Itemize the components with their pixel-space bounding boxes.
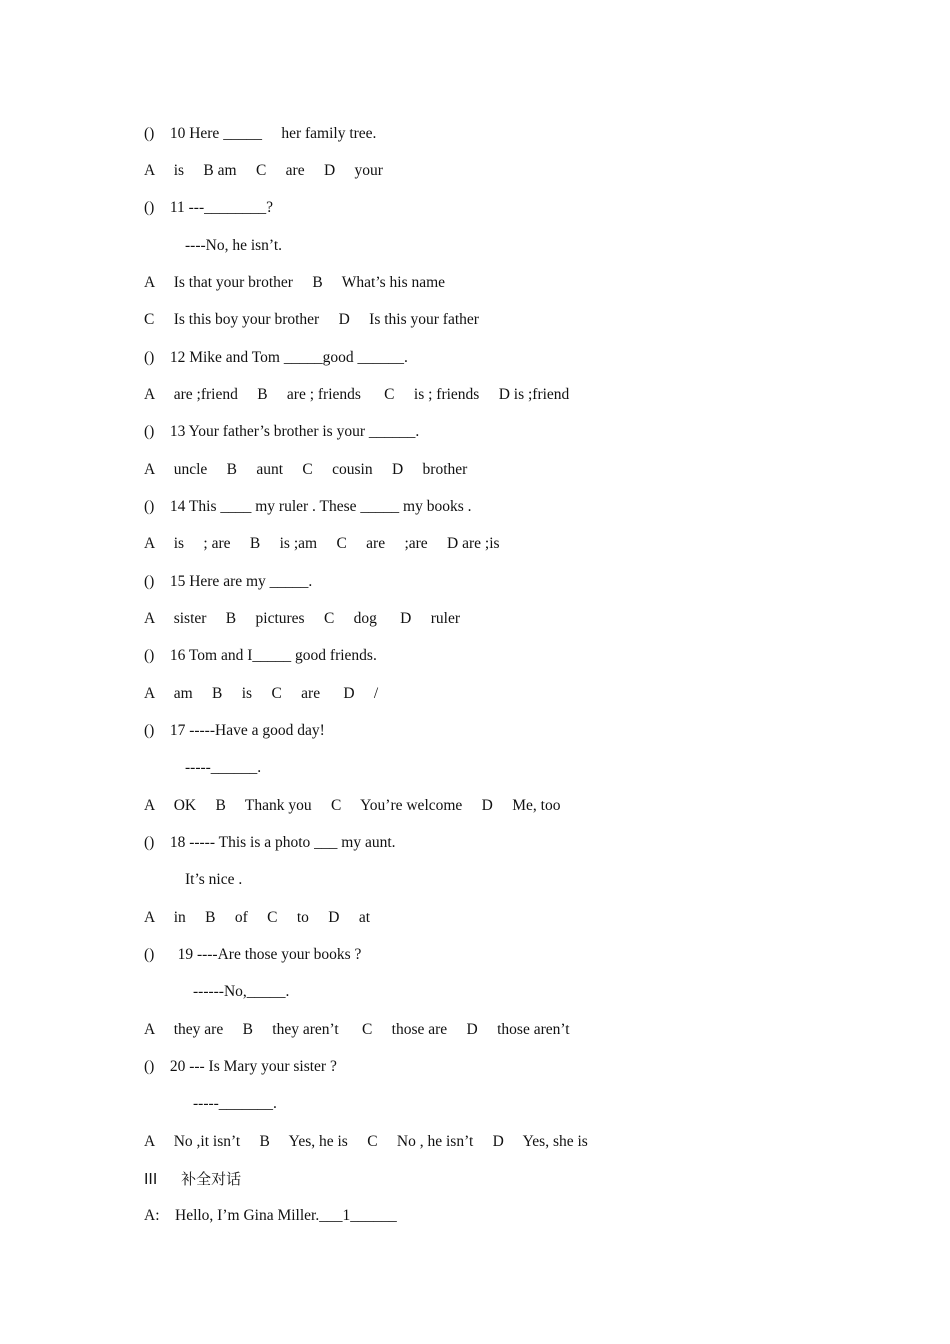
- question-13: () 13 Your father’s brother is your ______.: [144, 423, 420, 440]
- options-15: A sister B pictures C dog D ruler: [144, 610, 461, 627]
- question-15: () 15 Here are my _____.: [144, 573, 313, 590]
- question-18: () 18 ----- This is a photo ___ my aunt.: [144, 834, 396, 851]
- question-14: () 14 This ____ my ruler . These _____ my books .: [144, 498, 472, 515]
- question-11-reply: ----No, he isn’t.: [185, 237, 282, 254]
- options-18: A in B of C to D at: [144, 909, 371, 926]
- options-11-ab: A Is that your brother B What’s his name: [144, 274, 446, 291]
- question-16: () 16 Tom and I_____ good friends.: [144, 647, 377, 664]
- question-20-reply: -----_______.: [193, 1095, 277, 1112]
- options-17: A OK B Thank you C You’re welcome D Me, too: [144, 797, 561, 814]
- options-14: A is ; are B is ;am C are ;are D are ;is: [144, 535, 500, 552]
- section-heading: III 补全对话: [144, 1170, 242, 1188]
- question-12: () 12 Mike and Tom _____good ______.: [144, 349, 408, 366]
- question-10: () 10 Here _____ her family tree.: [144, 125, 377, 142]
- question-11: () 11 ---________?: [144, 199, 273, 216]
- question-18-reply: It’s nice .: [185, 871, 243, 888]
- options-20: A No ,it isn’t B Yes, he is C No , he isn’t D Yes, she is: [144, 1133, 588, 1150]
- options-13: A uncle B aunt C cousin D brother: [144, 461, 468, 478]
- question-19: () 19 ----Are those your books ?: [144, 946, 362, 963]
- options-12: A are ;friend B are ; friends C is ; friends D is ;friend: [144, 386, 570, 403]
- options-19: A they are B they aren’t C those are D those aren’t: [144, 1021, 570, 1038]
- question-19-reply: ------No,_____.: [193, 983, 290, 1000]
- options-11-cd: C Is this boy your brother D Is this your father: [144, 311, 479, 328]
- options-10: A is B am C are D your: [144, 162, 383, 179]
- question-20: () 20 --- Is Mary your sister ?: [144, 1058, 337, 1075]
- question-17-reply: -----______.: [185, 759, 262, 776]
- question-17: () 17 -----Have a good day!: [144, 722, 325, 739]
- options-16: A am B is C are D /: [144, 685, 379, 702]
- dialogue-line-a: A: Hello, I’m Gina Miller.___1______: [144, 1207, 397, 1224]
